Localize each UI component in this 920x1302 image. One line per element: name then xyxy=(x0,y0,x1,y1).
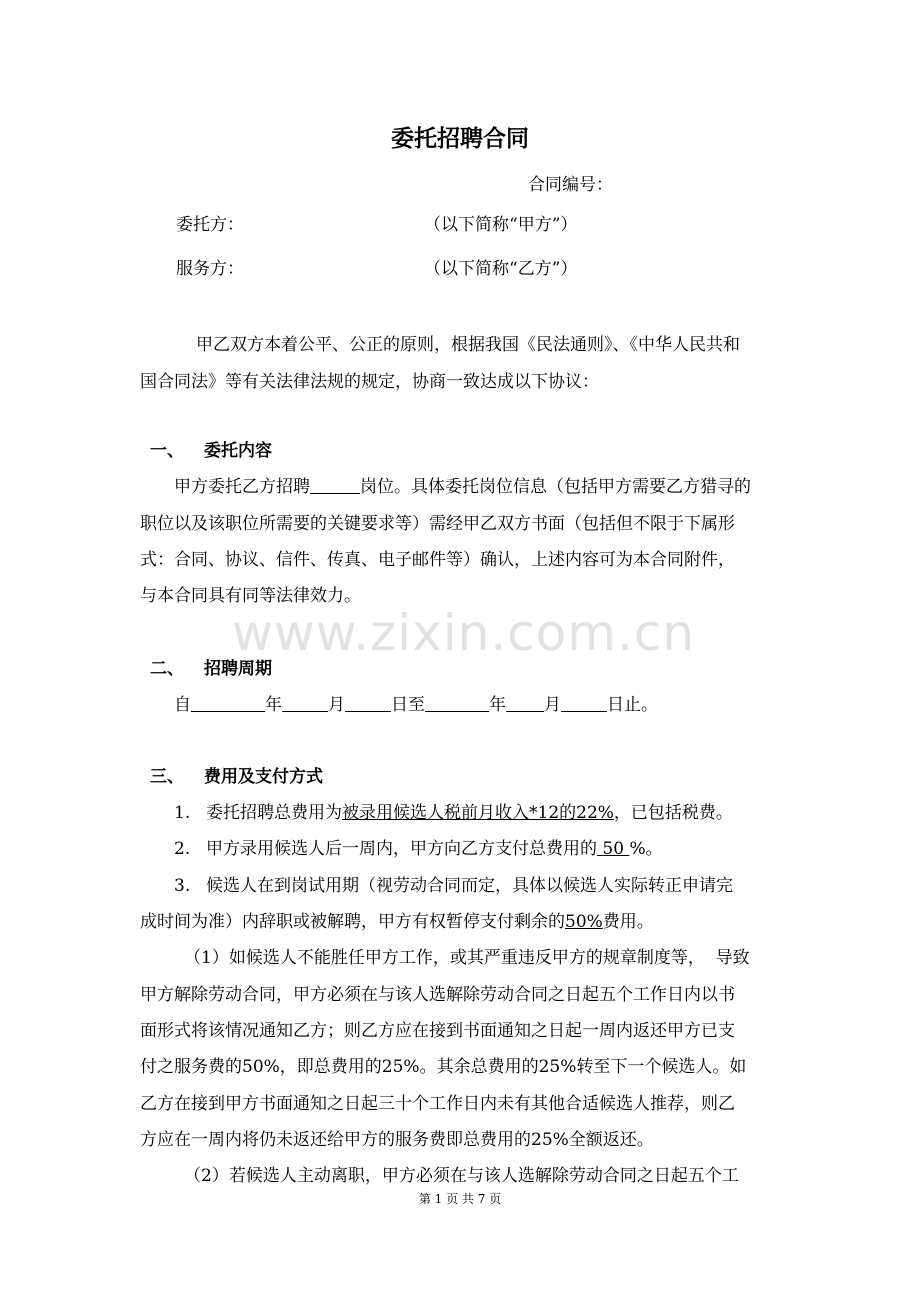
watermark: www.zixin.com.cn xyxy=(232,604,696,662)
preamble-line-1: 甲乙双方本着公平、公正的原则，根据我国《民法通则》、《中华人民共和 xyxy=(196,335,740,355)
recruitment-period-line xyxy=(174,690,658,715)
section-2-title: 招聘周期 xyxy=(204,659,272,679)
fee-item-1-text-a: 委托招聘总费用为 xyxy=(206,803,342,823)
period-year-2: 年 xyxy=(489,695,506,715)
section-1-line-4: 与本合同具有同等法律效力。 xyxy=(140,586,361,606)
sub-clause-1-line-2: 甲方解除劳动合同，甲方必须在与该人选解除劳动合同之日起五个工作日内以书 xyxy=(140,985,735,1005)
fee-item-2-number: 2. xyxy=(174,839,191,859)
sub-clause-1-line-6: 方应在一周内将仍未返还给甲方的服务费即总费用的25%全额返还。 xyxy=(140,1130,654,1150)
section-2-number: 二、 xyxy=(150,659,184,679)
sub-clause-1-line-5: 乙方在接到甲方书面通知之日起三十个工作日内未有其他合适候选人推荐，则乙 xyxy=(140,1094,735,1114)
fee-item-3-number: 3. xyxy=(174,876,191,896)
period-month: 月 xyxy=(328,695,345,715)
sub-clause-1-line-1: （1）如候选人不能胜任甲方工作，或其严重违反甲方的规章制度等， 导致 xyxy=(184,948,750,968)
section-1-line-1 xyxy=(174,472,751,497)
fee-item-2-percent: 50 xyxy=(597,839,630,859)
client-party-note: （以下简称“甲方”） xyxy=(424,215,578,235)
section-2-heading xyxy=(150,654,272,679)
sub-clause-2-line-1: （2）若候选人主动离职，甲方必须在与该人选解除劳动合同之日起五个工 xyxy=(184,1166,739,1186)
fee-item-1-rate: 被录用候选人税前月收入*12的22% xyxy=(342,803,614,823)
fee-item-3-percent: 50% xyxy=(565,912,603,932)
section-3-number: 三、 xyxy=(150,767,184,787)
start-month-blank xyxy=(282,695,328,712)
service-party-note: （以下简称“乙方”） xyxy=(424,259,578,279)
fee-item-1-text-b: ，已包括税费。 xyxy=(613,803,733,823)
section-1-text-a: 甲方委托乙方招聘 xyxy=(174,477,310,497)
sub-clause-1-line-3: 面形式将该情况通知乙方；则乙方应在接到书面通知之日起一周内返还甲方已支 xyxy=(140,1021,735,1041)
client-party-label: 委托方： xyxy=(176,215,244,235)
fee-item-3-text-c: 费用。 xyxy=(602,912,654,932)
end-year-blank xyxy=(425,695,489,712)
period-day-end: 日止。 xyxy=(607,695,658,715)
fee-item-3-line-1 xyxy=(174,871,733,896)
section-1-heading xyxy=(150,436,272,461)
page-footer: 第 1 页 共 7 页 xyxy=(418,1192,502,1206)
position-blank xyxy=(310,477,360,494)
preamble-line-2: 国合同法》等有关法律法规的规定，协商一致达成以下协议： xyxy=(140,372,599,392)
contract-title: 委托招聘合同 xyxy=(391,126,529,152)
start-day-blank xyxy=(345,695,391,712)
sub-clause-1-line-4: 付之服务费的50%，即总费用的25%。其余总费用的25%转至下一个候选人。如 xyxy=(140,1057,747,1077)
section-1-text-b: 岗位。具体委托岗位信息（包括甲方需要乙方猎寻的 xyxy=(360,477,751,497)
fee-item-1 xyxy=(174,798,733,823)
period-from: 自 xyxy=(174,695,191,715)
section-1-line-2: 职位以及该职位所需要的关键要求等）需经甲乙双方书面（包括但不限于下属形 xyxy=(140,514,735,534)
section-3-title: 费用及支付方式 xyxy=(204,767,323,787)
section-1-line-3: 式：合同、协议、信件、传真、电子邮件等）确认，上述内容可为本合同附件， xyxy=(140,550,735,570)
fee-item-3-text-a: 候选人在到岗试用期（视劳动合同而定，具体以候选人实际转正申请完 xyxy=(206,876,733,896)
end-month-blank xyxy=(506,695,544,712)
period-year: 年 xyxy=(265,695,282,715)
section-3-heading xyxy=(150,762,323,787)
period-month-2: 月 xyxy=(544,695,561,715)
fee-item-1-number: 1. xyxy=(174,803,191,823)
period-day-to: 日至 xyxy=(391,695,425,715)
fee-item-2-text-a: 甲方录用候选人后一周内，甲方向乙方支付总费用的 xyxy=(206,839,597,859)
fee-item-3-line-2 xyxy=(140,907,654,932)
fee-item-3-text-b: 成时间为准）内辞职或被解聘，甲方有权暂停支付剩余的 xyxy=(140,912,565,932)
start-year-blank xyxy=(191,695,265,712)
section-1-number: 一、 xyxy=(150,441,184,461)
fee-item-2-text-b: %。 xyxy=(629,839,663,859)
section-1-title: 委托内容 xyxy=(204,441,272,461)
service-party-label: 服务方： xyxy=(176,259,244,279)
end-day-blank xyxy=(561,695,607,712)
contract-number-label: 合同编号： xyxy=(528,175,613,195)
fee-item-2 xyxy=(174,834,663,859)
